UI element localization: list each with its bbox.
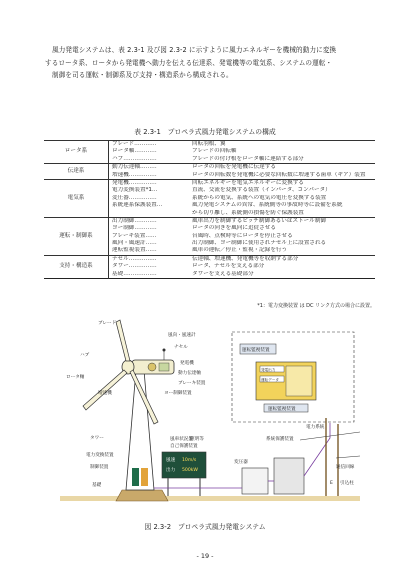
component-name: 変圧器…………… bbox=[112, 194, 157, 201]
brake-label: ブレーキ装置 bbox=[178, 381, 206, 386]
table-components bbox=[109, 255, 190, 278]
power-line-label: 電力系統 bbox=[306, 425, 325, 430]
table-row bbox=[44, 255, 375, 278]
lead-in-label: 引込柱 bbox=[340, 481, 354, 486]
blade-shape bbox=[83, 370, 127, 410]
page-number: - 19 - bbox=[196, 552, 214, 560]
table-row bbox=[44, 217, 375, 255]
converter-label: 電力変換装置 bbox=[86, 453, 114, 458]
component-name: 風向・風速計…… bbox=[112, 240, 157, 247]
component-name: ロータ軸………… bbox=[112, 148, 157, 155]
component-name: 出力制御………… bbox=[112, 217, 157, 224]
yaw-label: ヨー制御装置 bbox=[164, 391, 192, 396]
grid-protection-shape bbox=[274, 458, 304, 494]
component-name: 増速機…………… bbox=[112, 171, 157, 178]
component-name: 運転監視装置…… bbox=[112, 247, 157, 254]
table-descriptions bbox=[189, 164, 375, 180]
component-description: 系統からの電気、系統への電気の電圧を変換する装置 bbox=[192, 194, 327, 201]
sign-wind-label: 風速 bbox=[166, 458, 176, 463]
intro-line: 風力発電システムは、表 2.3-1 及び図 2.3-2 に示すように風力エネルギーを機械的動力に変換 bbox=[52, 46, 337, 54]
table-components bbox=[109, 179, 190, 217]
control-box bbox=[141, 468, 148, 486]
sign-wind-value: 10m/s bbox=[182, 458, 197, 463]
component-description: ロータの回転数を発電機に必要な回転数に増速する歯車（ギア）装置 bbox=[192, 171, 366, 178]
component-description: から切り離し、系統側の損傷を防ぐ保護装置 bbox=[192, 209, 304, 216]
table-descriptions bbox=[189, 179, 375, 217]
generator-shape bbox=[148, 363, 156, 371]
rotor-shaft-label: ロータ軸 bbox=[66, 375, 85, 380]
component-description: ロータ、ナセルを支える部分 bbox=[192, 263, 265, 270]
component-description: 出力制御、ヨー制御に使用されナセル上に設置される bbox=[192, 240, 327, 247]
table-row bbox=[44, 179, 375, 217]
tower-label: タワー bbox=[90, 436, 104, 441]
component-description: 伝達軸、増速機、発電機等を収納する部分 bbox=[192, 255, 299, 262]
component-description: 風車出力を制御するピッチ制御あるいはストール制御 bbox=[192, 217, 326, 224]
table-note: *1：電力変換装置 は DC リンク方式の場合に設置。 bbox=[257, 303, 375, 309]
component-description: ブレードの回転軸 bbox=[192, 148, 237, 155]
component-description: ロータの向きを風向に追従させる bbox=[192, 225, 276, 232]
component-name: ナセル…………… bbox=[112, 255, 157, 262]
sign-line1: 風車状況盤 bbox=[170, 437, 193, 442]
anemometer-label: 風向・風速計 bbox=[168, 333, 196, 338]
status-board bbox=[162, 452, 206, 478]
table-category: 支持・構造系 bbox=[44, 255, 109, 278]
blade-label: ブレード bbox=[98, 321, 117, 326]
monitor-title-label: 運転監視装置 bbox=[242, 348, 270, 353]
table-category: 運転・制御系 bbox=[44, 217, 109, 255]
sign-line3: 自己保護装置 bbox=[170, 444, 198, 449]
component-description: 風車の運転／停止・監視・記録を行う bbox=[192, 247, 288, 254]
control-label: 制御装置 bbox=[90, 465, 109, 470]
sign-line2: 照明等 bbox=[190, 437, 204, 442]
component-description: 風力発電システムの異常、系統側等の事故時等に設備を系統 bbox=[192, 202, 343, 209]
display-output-label: 発電出力 bbox=[261, 368, 276, 372]
blade-shape bbox=[116, 320, 130, 361]
table-caption: 表 2.3-1 プロペラ式風力発電システムの構成 bbox=[134, 128, 276, 136]
foundation-label: 基礎 bbox=[92, 483, 102, 488]
component-name: ヨー制御………… bbox=[112, 225, 157, 232]
component-description: 回転エネルギーを電気エネルギーに変換する bbox=[192, 179, 304, 186]
component-description: タワーを支える基礎部分 bbox=[192, 270, 254, 277]
display-panel-label: 運転監視装置 bbox=[268, 407, 296, 412]
component-name: 基礎……………… bbox=[112, 270, 157, 277]
transformer-shape bbox=[242, 468, 268, 494]
table-descriptions bbox=[189, 255, 375, 278]
converter-box bbox=[132, 468, 139, 486]
component-name: ブレード………… bbox=[112, 141, 157, 147]
table-components bbox=[109, 141, 190, 164]
component-name: 動力伝達軸……… bbox=[112, 164, 157, 171]
foundation-shape bbox=[116, 490, 168, 501]
component-description: 回転羽根、翼 bbox=[192, 141, 226, 147]
component-name: ブレーキ装置…… bbox=[112, 232, 157, 239]
table-descriptions bbox=[189, 141, 375, 164]
ground bbox=[60, 496, 360, 501]
gearbox-label: 増速機 bbox=[98, 391, 112, 396]
table-category: 電気系 bbox=[44, 179, 109, 217]
table-category: 伝達系 bbox=[44, 164, 109, 180]
table-category: ロータ系 bbox=[44, 141, 109, 164]
gearbox-shape bbox=[159, 363, 169, 371]
hub-label: ハブ bbox=[80, 353, 90, 358]
table-components bbox=[109, 217, 190, 255]
table-descriptions bbox=[189, 217, 375, 255]
component-name: タワー…………… bbox=[112, 263, 157, 270]
component-name: 電力変換装置*1… bbox=[112, 187, 158, 194]
component-name: 系統連系保護装置… bbox=[112, 202, 163, 209]
intro-paragraph bbox=[45, 44, 375, 82]
anemometer-shape bbox=[163, 349, 166, 352]
sign-power-value: 500kW bbox=[182, 468, 198, 473]
transformer-label: 変圧器 bbox=[234, 460, 248, 465]
system-figure bbox=[60, 318, 360, 513]
transmission-label: 動力伝達軸 bbox=[178, 371, 201, 376]
display-data-label: 運転データ bbox=[261, 378, 279, 382]
figure-caption: 図 2.3-2 プロペラ式風力発電システム bbox=[144, 523, 266, 531]
component-description: 台風時、点検時等にロータを停止させる bbox=[192, 232, 293, 239]
table-row bbox=[44, 164, 375, 180]
earth-label: E bbox=[330, 481, 333, 486]
nacelle-label: ナセル bbox=[174, 345, 188, 350]
component-description: ブレードの付け根をロータ軸に連結する部分 bbox=[192, 155, 304, 162]
system-table bbox=[44, 140, 375, 279]
grid-protection-label: 系統保護装置 bbox=[266, 437, 294, 442]
component-name: 発電機…………… bbox=[112, 179, 157, 186]
component-description: ロータの回転を発電機に伝達する bbox=[192, 164, 276, 171]
intro-line: 制御を司る運転・制御系及び支持・構造系から構成される。 bbox=[52, 71, 233, 79]
table-components bbox=[109, 164, 190, 180]
component-name: ハブ……………… bbox=[112, 155, 157, 162]
sign-power-label: 出力 bbox=[166, 468, 176, 473]
generator-label: 発電機 bbox=[180, 361, 194, 366]
table-row bbox=[44, 141, 375, 164]
comm-line-label: 通信回線 bbox=[336, 465, 355, 470]
intro-line: するロータ系、ロータから発電機へ動力を伝える伝達系、発電機等の電気系、システムの運転・ bbox=[45, 58, 333, 67]
component-description: 直流、交流を変換する装置（インバータ、コンバータ） bbox=[192, 187, 331, 194]
